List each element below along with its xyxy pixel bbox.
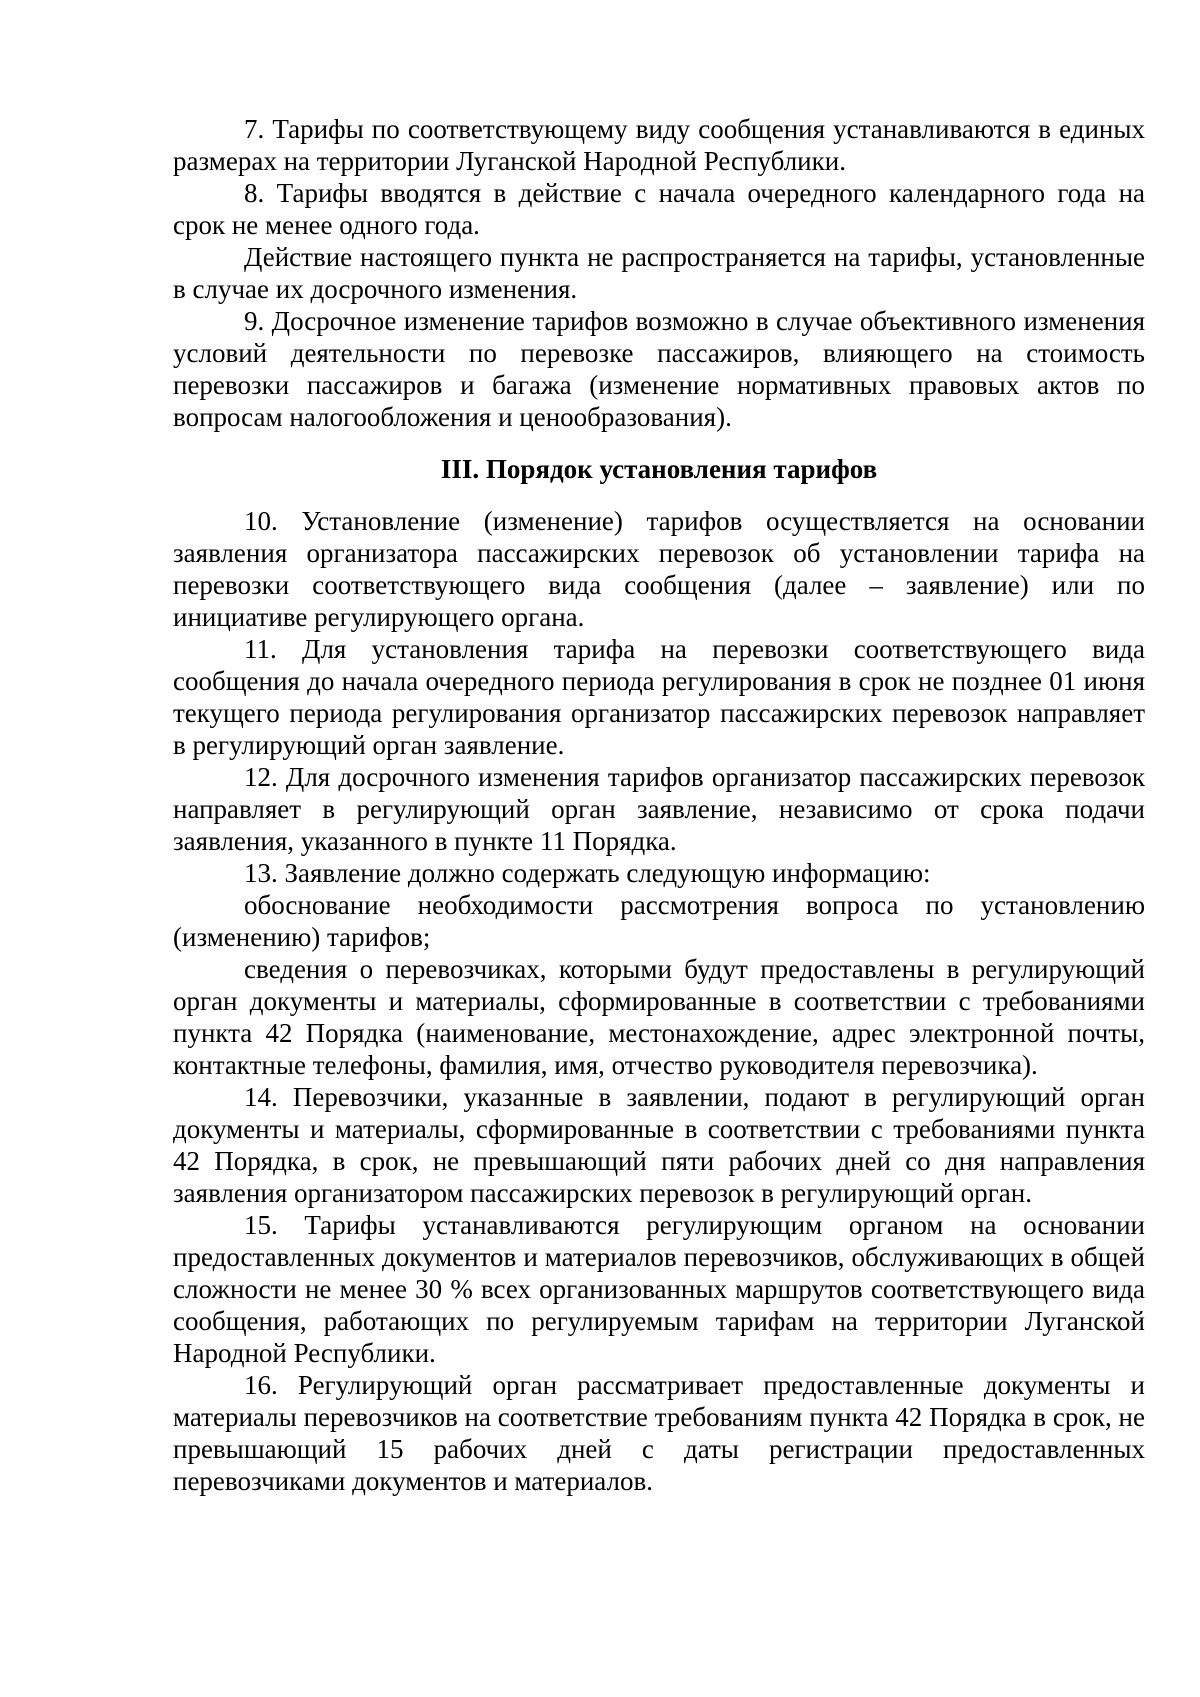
paragraph-8: 8. Тарифы вводятся в действие с начала очередного календарного года на срок не менее одного года. [173,178,1145,240]
paragraph-9: 9. Досрочное изменение тарифов возможно в случае объективного изменения условий деятельности по перевозке пассажиров, влияющего на стоимость перевозки пассажиров и багажа (изменение нормативных правовых актов по вопросам налогообложения и ценообразования). [173,306,1145,432]
paragraph-12: 12. Для досрочного изменения тарифов организатор пассажирских перевозок направляет в регулирующий орган заявление, независимо от срока подачи заявления, указанного в пункте 11 Порядка. [173,762,1145,856]
paragraph-15: 15. Тарифы устанавливаются регулирующим органом на основании предоставленных документов и материалов перевозчиков, обслуживающих в общей сложности не менее 30 % всех организованных маршрутов соответствующего вида сообщения, работающих по регулируемым тарифам на территории Луганской Народной Республики. [173,1210,1145,1368]
document-body [173,113,1145,1497]
paragraph-10: 10. Установление (изменение) тарифов осуществляется на основании заявления организатора пассажирских перевозок об установлении тарифа на перевозки соответствующего вида сообщения (далее – заявление) или по инициативе регулирующего органа. [173,506,1145,632]
paragraph-13-item-1: обоснование необходимости рассмотрения вопроса по установлению (изменению) тарифов; [173,890,1145,952]
paragraph-13-item-2: сведения о перевозчиках, которыми будут предоставлены в регулирующий орган документы и материалы, сформированные в соответствии с требованиями пункта 42 Порядка (наименование, местонахождение, адрес электронной почты, контактные телефоны, фамилия, имя, отчество руководителя перевозчика). [173,954,1145,1080]
paragraph-11: 11. Для установления тарифа на перевозки соответствующего вида сообщения до начала очередного периода регулирования в срок не позднее 01 июня текущего периода регулирования организатор пассажирских перевозок направляет в регулирующий орган заявление. [173,634,1145,760]
paragraph-7: 7. Тарифы по соответствующему виду сообщения устанавливаются в единых размерах на территории Луганской Народной Республики. [173,114,1145,176]
paragraph-14: 14. Перевозчики, указанные в заявлении, подают в регулирующий орган документы и материалы, сформированные в соответствии с требованиями пункта 42 Порядка, в срок, не превышающий пяти рабочих дней со дня направления заявления организатором пассажирских перевозок в регулирующий орган. [173,1082,1145,1208]
paragraph-13: 13. Заявление должно содержать следующую информацию: [244,858,931,888]
paragraph-8-note: Действие настоящего пункта не распространяется на тарифы, установленные в случае их досрочного изменения. [173,242,1145,304]
section-heading: III. Порядок установления тарифов [440,454,878,484]
paragraph-16: 16. Регулирующий орган рассматривает предоставленные документы и материалы перевозчиков на соответствие требованиям пункта 42 Порядка в срок, не превышающий 15 рабочих дней с даты регистрации предоставленных перевозчиками документов и материалов. [173,1370,1145,1496]
